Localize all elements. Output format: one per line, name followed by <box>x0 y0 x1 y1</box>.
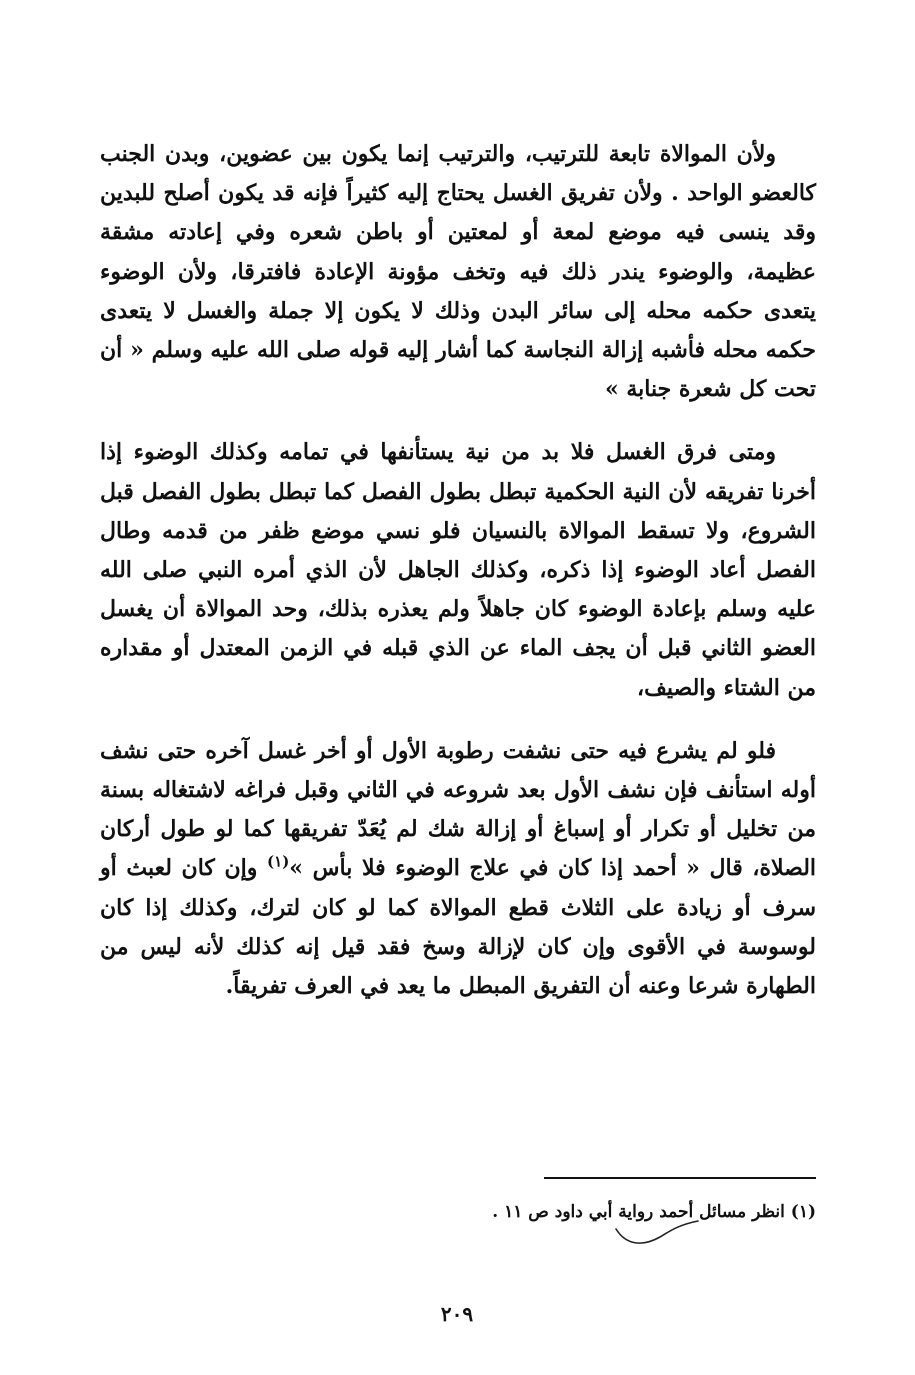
paragraph-2: ومتى فرق الغسل فلا بد من نية يستأنفها في تمامه وكذلك الوضوء إذا أخرنا تفريقه لأن النية الحكمية تبطل بطول الفصل كما تبطل بطول الفصل قبل الشروع، ولا تسقط الموالاة بالنسيان فلو نسي موضع ظفر من قدمه وطال الفصل أعاد الوضوء إذا ذكره، وكذلك الجاهل لأن الذي أمره النبي صلى الله عليه وسلم بإعادة الوضوء كان جاهلاً ولم يعذره بذلك، وحد الموالاة أن يغسل العضو الثاني قبل أن يجف الماء عن الذي قبله في الزمن المعتدل أو مقداره من الشتاء والصيف، <box>100 439 816 701</box>
paragraph-3 <box>100 732 816 1006</box>
main-text <box>100 135 816 1006</box>
paragraph-1: ولأن الموالاة تابعة للترتيب، والترتيب إنما يكون بين عضوين، وبدن الجنب كالعضو الواحد . ولأن تفريق الغسل يحتاج إليه كثيراً فإنه قد يكون أصلح للبدين وقد ينسى فيه موضع لمعة أو لمعتين أو باطن شعره وفي إعادته مشقة عظيمة، والوضوء يندر ذلك فيه وتخف مؤونة الإعادة فافترقا، ولأن الوضوء يتعدى حكمه محله إلى سائر البدن وذلك لا يكون إلا جملة والغسل لا يتعدى حكمه محله فأشبه إزالة النجاسة كما أشار إليه قوله صلى الله عليه وسلم « أن تحت كل شعرة جنابة » <box>100 141 816 403</box>
footnote-separator <box>544 1177 816 1179</box>
handwritten-stroke <box>612 1215 702 1249</box>
page-number: ٢٠٩ <box>440 1302 474 1326</box>
footnote-reference[interactable]: (١) <box>267 853 290 872</box>
paragraph-3-text-b: وإن كان لعبث أو سرف أو زيادة على الثلاث قطع الموالاة كما لو كان لترك، وكذلك إذا كان لوسوسة في الأقوى وإن كان لإزالة وسخ فقد قيل إنه كذلك لأنه ليس من الطهارة شرعا وعنه أن التفريق المبطل ما يعد في العرف تفريقاً. <box>100 855 816 1000</box>
footnote: (١) انظر مسائل أحمد رواية أبي داود ص ١١ . <box>492 1202 816 1222</box>
paragraph-3-text-a: فلو لم يشرع فيه حتى نشفت رطوبة الأول أو أخر غسل آخره حتى نشف أوله استأنف فإن نشف الأول بعد شروعه في الثاني وقبل فراغه لاشتغاله بسنة من تخليل أو تكرار أو إسباغ أو إزالة شك لم يُعَدّ تفريقها كما لو طول أركان الصلاة، قال « أحمد إذا كان في علاج الوضوء فلا بأس » <box>100 737 817 882</box>
